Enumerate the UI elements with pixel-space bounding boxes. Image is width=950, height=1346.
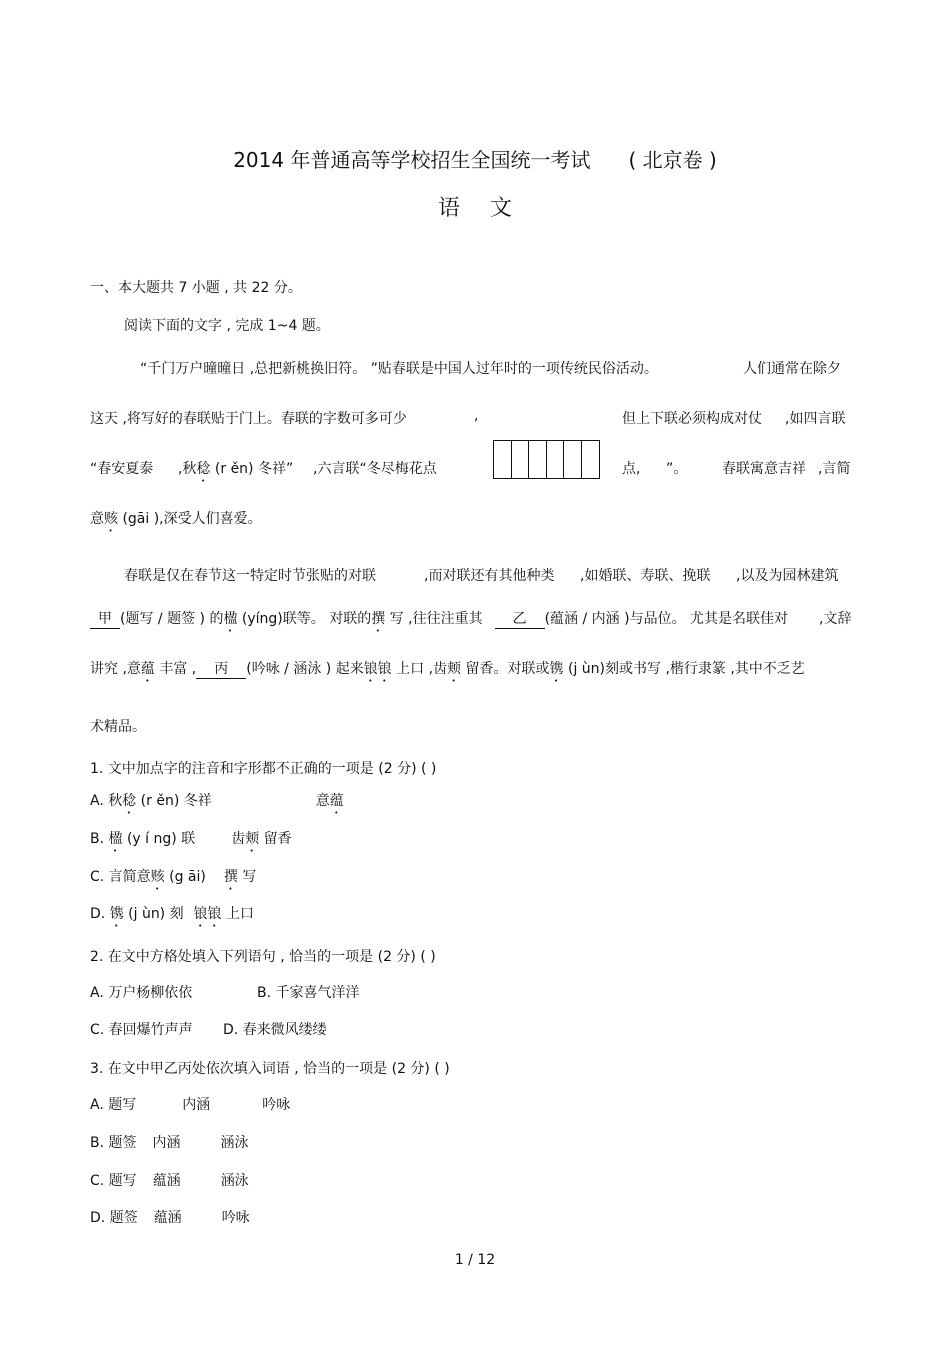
q3-option-c[interactable]: C. 题写 蕴涵 涵泳 xyxy=(90,1173,249,1189)
page-number: 1 / 12 xyxy=(454,1252,496,1268)
passage-p1-line3a: “春安夏泰 xyxy=(90,461,154,477)
passage-p1-line3d: ,六言联“冬尽梅花点 xyxy=(313,461,437,477)
passage-p1-line2a: 这天 ,将写好的春联贴于门上。春联的字数可多可少 xyxy=(90,411,407,427)
passage-p1-line2b: , xyxy=(474,408,479,424)
section-heading: 一、本大题共 7 小题 , 共 22 分。 xyxy=(90,280,302,296)
passage-p1-line3g: 春联寓意吉祥 xyxy=(722,461,806,477)
q1-option-b[interactable]: B. 楹 (y í ng) 联 齿颊 留香 xyxy=(90,831,292,847)
q2-option-a[interactable]: A. 万户杨柳依依 xyxy=(90,985,193,1001)
answer-box-grid xyxy=(493,440,600,479)
subject-heading: 语文 xyxy=(437,196,542,221)
passage-p1-line3f: ”。 xyxy=(666,461,688,477)
passage-p1-line3e: 点, xyxy=(622,461,641,477)
answer-box xyxy=(529,441,547,478)
passage-p2-line1a: 春联是仅在春节这一特定时节张贴的对联 xyxy=(124,568,376,584)
q2-option-b[interactable]: B. 千家喜气洋洋 xyxy=(257,985,360,1001)
q1-option-c[interactable]: C. 言简意赅 (g āi) 撰 写 xyxy=(90,869,257,885)
q1-option-d[interactable]: D. 镌 (j ùn) 刻 锒锒 上口 xyxy=(90,906,255,922)
dotted-char: 稔 xyxy=(196,461,211,477)
passage-p1-line4: 意赅 (gāi ),深受人们喜爱。 xyxy=(90,511,262,527)
passage-p2-line1c: ,如婚联、寿联、挽联 xyxy=(580,568,711,584)
passage-p1-line1-tail: 人们通常在除夕 xyxy=(743,361,841,377)
q3-option-b[interactable]: B. 题签 内涵 涵泳 xyxy=(90,1135,249,1151)
question-2: 2. 在文中方格处填入下列语句 , 恰当的一项是 (2 分) ( ) xyxy=(90,949,436,965)
passage-p2-line2g: ,文辞 xyxy=(819,611,852,627)
passage-p2-line1d: ,以及为园林建筑 xyxy=(736,568,839,584)
exam-title-main: 2014 年普通高等学校招生全国统一考试 xyxy=(233,148,591,172)
answer-box xyxy=(582,441,600,478)
reading-instruction: 阅读下面的文字 , 完成 1~4 题。 xyxy=(124,318,330,334)
passage-p2-line1b: ,而对联还有其他种类 xyxy=(424,568,555,584)
q2-option-d[interactable]: D. 春来微风缕缕 xyxy=(223,1022,327,1038)
passage-p1-line1: “千门万户曈曈日 ,总把新桃换旧符。 ”贴春联是中国人过年时的一项传统民俗活动。 xyxy=(140,361,658,377)
passage-p1-line3b: ,秋稔 (r ěn) 冬祥” xyxy=(178,461,294,477)
q3-option-a[interactable]: A. 题写 内涵 吟咏 xyxy=(90,1097,291,1113)
exam-title xyxy=(0,144,950,173)
passage-p1-line2c: 但上下联必须构成对仗 xyxy=(622,411,762,427)
answer-box xyxy=(512,441,530,478)
q3-option-d[interactable]: D. 题签 蕴涵 吟咏 xyxy=(90,1210,250,1226)
answer-box xyxy=(494,441,512,478)
passage-p1-line3h: ,言简 xyxy=(818,461,851,477)
question-1: 1. 文中加点字的注音和字形都不正确的一项是 (2 分) ( ) xyxy=(90,761,437,777)
blank-bing: 丙 xyxy=(196,658,246,679)
answer-box xyxy=(547,441,565,478)
question-3: 3. 在文中甲乙丙处依次填入词语 , 恰当的一项是 (2 分) ( ) xyxy=(90,1061,450,1077)
blank-jia: 甲 xyxy=(90,608,120,629)
exam-title-region: ( 北京卷 ) xyxy=(628,148,717,172)
passage-p2-line3: 讲究 ,意蕴 丰富 , 丙 (吟咏 / 涵泳 ) 起来锒锒 上口 ,齿颊 留香。对联或镌 (j ùn)刻或书写 ,楷行隶篆 ,其中不乏艺 xyxy=(90,658,805,685)
passage-p1-line2d: ,如四言联 xyxy=(785,411,846,427)
q1-option-a[interactable]: A. 秋稔 (r ěn) 冬祥 意蕴 xyxy=(90,793,344,809)
passage-p2-line2: 甲 (题写 / 题签 ) 的楹 (yíng)联等。 对联的撰 写 ,往往注重其 乙 (蕴涵 / 内涵 )与品位。 尤其是名联佳对 xyxy=(90,608,788,635)
answer-box xyxy=(564,441,582,478)
passage-p2-line4: 术精品。 xyxy=(90,719,146,735)
q2-option-c[interactable]: C. 春回爆竹声声 xyxy=(90,1022,193,1038)
blank-yi: 乙 xyxy=(495,608,545,629)
